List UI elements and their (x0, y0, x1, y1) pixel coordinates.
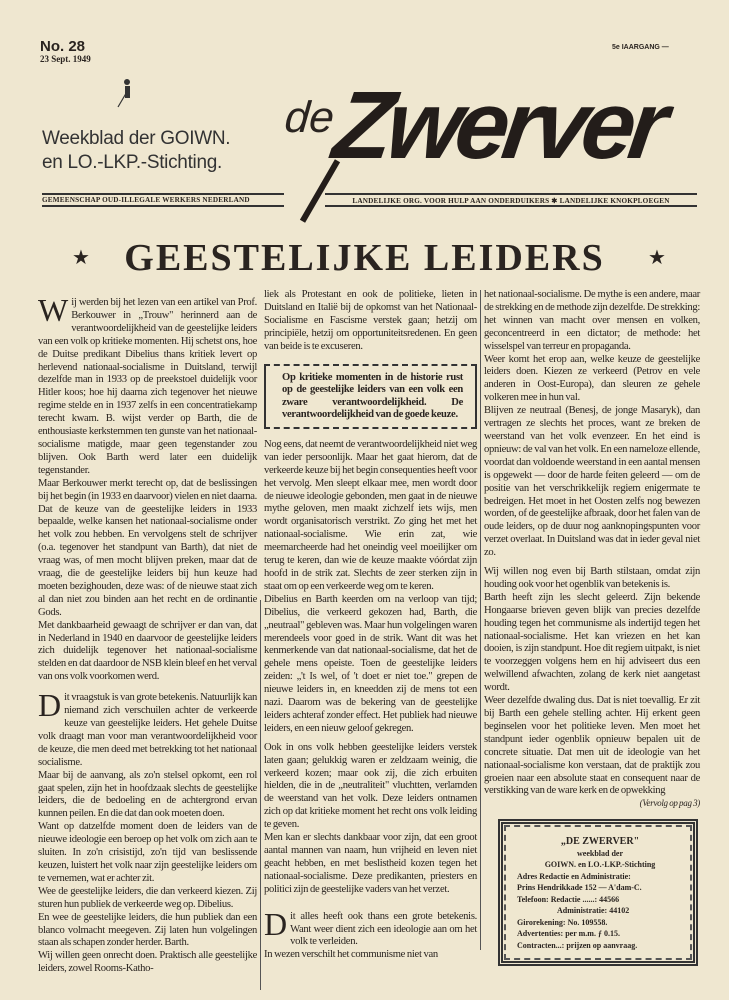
paragraph-text: Men kan er slechts dankbaar voor zijn, dat een groot aantal mannen van naam, hun vrijheid en leven niet geacht hebben, en met beslistheid kozen tegen het nationaal-socialisme. Deze predikanten, priesters en politici zijn de geestelijke vaders van het verzet. (264, 832, 477, 895)
paragraph-text: ij werden bij het lezen van een artikel van Prof. Berkouwer in „Trouw" herinnerd aan de verantwoordelijkheid van de geestelijke leiders van een volk op kritieke momenten. Hij schetst ons, hoe de Duitse predikant Dibelius thans kritiek levert op herlevend nationaal-socialisme in Duitsland, terwijl dezelfde man in 1933 op de preekstoel duidelijk voor Hitler koos; hoe hij daarna zich tegenover het nieuwe regime stelde en in 1937 zelfs in een concentratiekamp terecht kwam. B. wijst verder op Barth, die de enthousiaste kerkstemmen ten gunste van het nationaal-socialisme matigde, maar geen tegenstander zou blijven. Ook Barth werd later een duidelijk tegenstander. (38, 297, 257, 476)
drop-cap: W (38, 292, 69, 328)
paragraph (38, 950, 257, 976)
paragraph (38, 821, 257, 886)
paragraph (264, 832, 477, 897)
paragraph-text: Blijven ze neutraal (Benesj, de jonge Masaryk), dan vertragen ze slechts het proces, want ze breken de weerstand van het volk evenzeer. En het eind is opnieuw: de val van het volk. En een nameloze ellende, voordat dan voldoende weerstand in een aantal mensen is opgewekt — door de harde feiten geleerd — om de positie van het verschrikkelijk regiem enigermate te bedreigen. Het moet in het Oosten zelfs nog bewezen worden, of de geestelijke afbraak, door het falen van de oude leiders, op de duur nog aanknopingspunten voor verzet overlaat. In Duitsland was dat in ieder geval niet zo. (484, 405, 700, 559)
paragraph-text: it alles heeft ook thans een grote betekenis. Want weer dient zich een ideologie aan om het volk te verleiden. (290, 910, 477, 948)
paragraph-text: In wezen verschilt het communisme niet van (264, 949, 438, 961)
paragraph-text: Maar bij de aanvang, als zo'n stelsel opkomt, een rol gaat spelen, zijn het in hoofdzaak slechts de geestelijke leiders, die de bedoeling en de achtergrond ervan kunnen peilen. En die dat dan ook moeten doen. (38, 769, 257, 820)
band-left: GEMEENSCHAP OUD-ILLEGALE WERKERS NEDERLAND (42, 193, 284, 207)
paragraph-text: Wij willen nog even bij Barth stilstaan, omdat zijn houding ook voor het ogenblik van betekenis is. (484, 566, 700, 590)
logo-zwerver: Zwerver (327, 72, 669, 179)
issue-number: No. 28 (40, 38, 86, 55)
column-rule (260, 600, 261, 990)
paragraph (264, 905, 477, 950)
paragraph (38, 620, 257, 685)
paragraph-text: Met dankbaarheid gewaagt de schrijver er dan van, dat in Nederland in 1940 en daarvoor de geestelijke leiders zich duidelijk tegenover het nationaal-socialisme stelden en dat daardoor de NSB klein bleef en het verval van ons volk voorkomen werd. (38, 619, 257, 683)
column-rule (480, 290, 481, 950)
colophon-address: Prins Hendrikkade 152 — A'dam-C. (517, 883, 642, 893)
paragraph (38, 886, 257, 912)
paragraph (38, 292, 257, 478)
subtitle-line-2: en LO.-LKP.-Stichting. (42, 152, 222, 173)
paragraph (38, 912, 257, 951)
paragraph-text: it vraagstuk is van grote betekenis. Natuurlijk kan niemand zich verschuilen achter de verkeerde keuze van geestelijke leiders. Het gehele Duitse volk draagt man voor man verantwoordelijkheid voor de keuze, die men deed met betrekking tot het nationaal socialisme. (38, 692, 257, 768)
masthead-logo (282, 38, 705, 188)
paragraph-text: het nationaal-socialisme. De mythe is een andere, maar de strekking en de methode zijn dezelfde. De strekking: het winnen van macht over mensen en volken, geconcentreerd in een dictator; de methode: het wisselspel van terreur en propaganda. (484, 289, 700, 352)
logo-de: de (282, 93, 337, 142)
paragraph-text: En wee de geestelijke leiders, die hun publiek dan een blanco volmacht meegeven. Zij laten hun volgelingen staan als schapen zonder herder. Barth. (38, 911, 257, 949)
colophon-address-label: Adres Redactie en Administratie: (517, 871, 631, 881)
paragraph (264, 742, 477, 832)
paragraph-text: Weer dezelfde dwaling dus. Dat is niet toevallig. Er zit bij Barth een gehele stelling achter. Hij erkent geen beginselen voor het politieke leven. Men moet het standpunt ieder ogenblik opnieuw bepalen uit de concrete situatie. Dat men uit de ideologie van het nationaal-socialisme kon verstaan, dat de praktijk zou groeien naar een absolute staat en consequent naar de verstikking van de ware kerk en de opwekking (484, 695, 700, 797)
paragraph (38, 478, 257, 620)
colophon-box (498, 819, 698, 966)
subtitle (42, 127, 230, 175)
paragraph (38, 770, 257, 822)
column-1 (38, 289, 257, 976)
issue-date: 23 Sept. 1949 (40, 54, 91, 64)
paragraph (484, 405, 700, 560)
paragraph-text: Wee de geestelijke leiders, die dan verkeerd kiezen. Zij sturen hun publiek de verkeerde weg op. Dibelius. (38, 885, 257, 910)
colophon-line: weekblad der (577, 848, 623, 858)
paragraph-text: Nog eens, dat neemt de verantwoordelijkheid niet weg van ieder persoonlijk. Maar het gaat hierom, dat de verkeerde keuze bij het begin consequenties heeft voor het vervolg. Men sleept elkaar mee, men wordt door de nieuwe ideologie gebonden, men gaat in de nieuwe mythe geloven, men maakt zichzelf iets wijs, men wordt organisatorisch verstrikt. Zo ging het met het nationaal-socialisme. Wie erin zat, wie meemarcheerde had het oneindig veel moeilijker om terug te keren, dan wie de keuze maakte vóórdat zijn hoofd in de strik zat. Slechts de zeer sterken zijn in staat om op een verkeerde weg om te keren. (264, 438, 477, 592)
paragraph (484, 289, 700, 354)
star-icon: ★ (648, 247, 666, 269)
paragraph (264, 949, 477, 962)
paragraph-text: Barth heeft zijn les slecht geleerd. Zijn bekende Hongaarse brieven geven blijk van precies dezelfde houding tegen het communisme als indertijd tegen het nationaal-socialisme. Het kan vriezen en het kan dooien, is zijn standpunt. Hoe dit regiem uitpakt, is niet te voorzeggen volgens hem en hij adviseert dus een welwillend afwachten, zolang de kerk niet aangetast wordt. (484, 591, 700, 694)
column-2 (264, 289, 477, 962)
article-title: GEESTELIJKE LEIDERS (124, 237, 605, 279)
colophon-ads: Advertenties: per m.m. ƒ 0.15. (517, 929, 620, 939)
paragraph-text: Dibelius en Barth keerden om na verloop van tijd; Dibelius, die verkeerd gekozen had, Barth, die „neutraal" gebleven was. Maar hun volgelingen waren merendeels voor goed in de strik. Want dit was het kenmerkende van dat nationaal-socialisme, dat het de gehele mens opeiste. Toen de geestelijke leiders zeiden: „'t Is wel, of 't doet er niet toe." grepen de nieuwe leiders in, en kneedden zij de mens tot een nazi. Daarom was de bekering van de geestelijke leiders achteraf zonder effect. Het publiek had nieuwe leiders, en een nieuw geloof gekregen. (264, 593, 477, 734)
band-right: LANDELIJKE ORG. VOOR HULP AAN ONDERDUIKERS ✱ LANDELIJKE KNOKPLOEGEN (325, 193, 697, 207)
paragraph (264, 439, 477, 594)
paragraph (264, 594, 477, 736)
paragraph (484, 695, 700, 798)
colophon-title: „DE ZWERVER" (560, 836, 640, 848)
colophon-phone-admin: Administratie: 44102 (557, 906, 630, 916)
drop-cap: D (38, 687, 62, 724)
paragraph-text: Wij willen geen onrecht doen. Praktisch alle geestelijke leiders, zowel Rooms-Katho- (38, 950, 257, 975)
paragraph (484, 354, 700, 406)
hiker-figure-icon (116, 78, 134, 108)
paragraph (484, 592, 700, 695)
drop-cap: D (264, 905, 288, 942)
colophon-contracts: Contracten...: prijzen op aanvraag. (517, 940, 638, 950)
volume-label: 5e IAARGANG — (612, 44, 669, 51)
colophon-phone: Telefoon: Redactie ......: 44566 (517, 894, 620, 904)
pull-quote: Op kritieke momenten in de historie rust op de geestelijke leiders van een volk een zware verantwoordelijkheid. De verantwoordelijkheid van de goede keuze. (264, 364, 477, 429)
star-icon: ★ (72, 247, 90, 269)
paragraph-text: Ook in ons volk hebben geestelijke leiders verstek laten gaan; gelukkig waren er zeldzaam weinig, die verkeerd kozen; maar ook zij, die zich erbuiten hielden, die in de „neutraliteit" vluchtten, verlamden de weerstand van het volk. Deze leiders ontnamen zich op dat kritieke moment het recht ons volk leiding te geven. (264, 741, 477, 831)
paragraph (38, 687, 257, 769)
subtitle-line-1: Weekblad der GOIWN. (42, 128, 231, 149)
paragraph-text: Want op datzelfde moment doen de leiders van de nieuwe ideologie een beroep op het volk om zich aan te sluiten. In zo'n crisistijd, zo'n tijd van beslissende keuzen, luistert het volk naar zijn geestelijke leiders om te vernemen, wat er achter zit. (38, 821, 257, 884)
continued-note: (Vervolg op pag 3) (639, 798, 700, 809)
colophon-giro: Girorekening: No. 109558. (517, 917, 608, 927)
paragraph (264, 289, 477, 354)
paragraph-text: Maar Berkouwer merkt terecht op, dat de beslissingen bij het begin (in 1933 en daarvoor) vielen en niet daarna. Dat de keuze van de geestelijke leiders in 1933 bepaalde, welke kansen het nationaal-socialisme onder het volk zou hebben. En vervolgens stelt de schrijver (o.a. tegenover het standpunt van Barth), dat niet de vraag was, of men mocht blijven preken, maar dat de vraag, die de geestelijke leiders bij hun keuze had moeten bezighouden, deze was: of de nieuwe staat zich al dan niet zou binden aan het recht en de ordinantie Gods. (38, 477, 257, 618)
paragraph (484, 566, 700, 592)
paragraph-text: Weer komt het erop aan, welke keuze de geestelijke leiders doen. Kiezen ze verkeerd (Petrov en vele anderen in Oost-Europa), dan sleuren ze gehele volkeren mee in hun val. (484, 353, 700, 404)
column-3 (484, 289, 700, 966)
paragraph-text: liek als Protestant en ook de politieke, lieten in Duitsland en Italië bij de opkomst van het Nationaal-Socialisme en Fascisme verstek gaan; hetzij om principiële, hetzij om opportuniteitsredenen. En geen van beide is te excuseren. (264, 289, 477, 352)
colophon-line: GOIWN. en LO.-LKP.-Stichting (544, 860, 656, 870)
